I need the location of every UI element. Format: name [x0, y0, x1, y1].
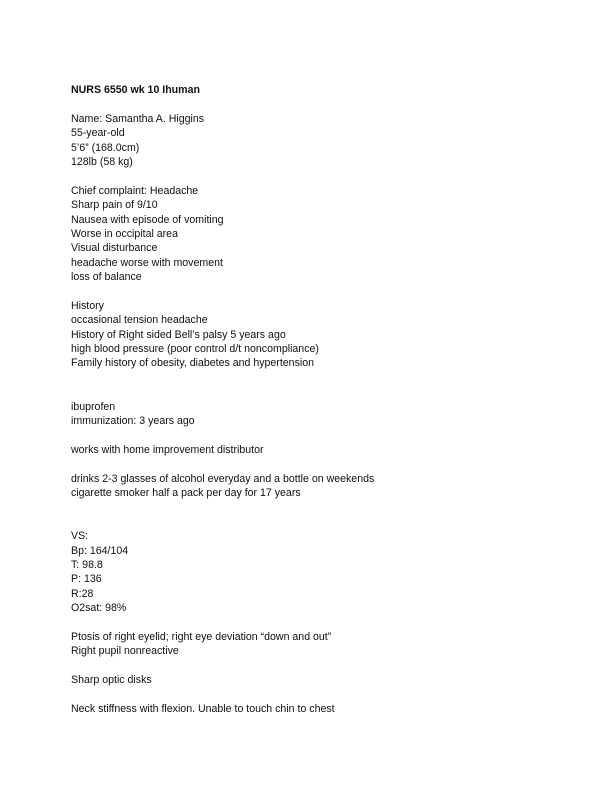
patient-weight: 128lb (58 kg) [71, 155, 133, 168]
history-section [71, 299, 581, 371]
patient-age: 55-year-old [71, 127, 125, 140]
chief-complaint-line: Chief complaint: Headache [71, 184, 199, 197]
alcohol-line: drinks 2-3 glasses of alcohol everyday and a bottle on weekends [71, 472, 375, 485]
history-line: History of Right sided Bell’s palsy 5 years ago [71, 328, 286, 341]
optic-line: Sharp optic disks [71, 674, 152, 687]
chief-complaint-line: Worse in occipital area [71, 227, 178, 240]
smoking-line: cigarette smoker half a pack per day for 17 years [71, 486, 301, 499]
chief-complaint-section [71, 184, 581, 285]
spacer [71, 97, 581, 111]
spacer [71, 371, 581, 400]
social-section [71, 472, 581, 501]
chief-complaint-line: Sharp pain of 9/10 [71, 199, 158, 212]
eye-exam-line: Ptosis of right eyelid; right eye deviation “down and out” [71, 630, 332, 643]
eye-exam-line: Right pupil nonreactive [71, 645, 179, 658]
vital-pulse: P: 136 [71, 573, 102, 586]
eye-exam-section [71, 630, 581, 659]
patient-name: Name: Samantha A. Higgins [71, 112, 205, 125]
vital-temp: T: 98.8 [71, 558, 103, 571]
medication-line: ibuprofen [71, 400, 116, 413]
spacer [71, 457, 581, 471]
immunization-line: immunization: 3 years ago [71, 415, 195, 427]
spacer [71, 615, 581, 629]
chief-complaint-line: Nausea with episode of vomiting [71, 213, 224, 226]
occupation-line: works with home improvement distributor [71, 443, 264, 456]
chief-complaint-line: Visual disturbance [71, 242, 158, 255]
history-line: Family history of obesity, diabetes and hypertension [71, 357, 314, 370]
vital-resp: R:28 [71, 587, 94, 600]
spacer [71, 428, 581, 442]
patient-height: 5’6” (168.0cm) [71, 141, 140, 154]
vitals-section [71, 529, 581, 615]
spacer [71, 687, 581, 701]
vital-bp: Bp: 164/104 [71, 544, 129, 557]
spacer [71, 659, 581, 673]
history-heading: History [71, 299, 104, 312]
history-line: occasional tension headache [71, 314, 208, 327]
medication-section [71, 400, 581, 429]
neck-line: Neck stiffness with flexion. Unable to touch chin to chest [71, 702, 335, 715]
spacer [71, 169, 581, 183]
vital-o2sat: O2sat: 98% [71, 602, 127, 615]
spacer [71, 500, 581, 529]
chief-complaint-line: loss of balance [71, 271, 142, 284]
demographics-section [71, 112, 581, 170]
history-line: high blood pressure (poor control d/t noncompliance) [71, 343, 319, 356]
document-title: NURS 6550 wk 10 Ihuman [71, 84, 200, 96]
vitals-heading: VS: [71, 530, 89, 543]
chief-complaint-line: headache worse with movement [71, 256, 223, 269]
document-page [71, 83, 581, 716]
spacer [71, 284, 581, 298]
